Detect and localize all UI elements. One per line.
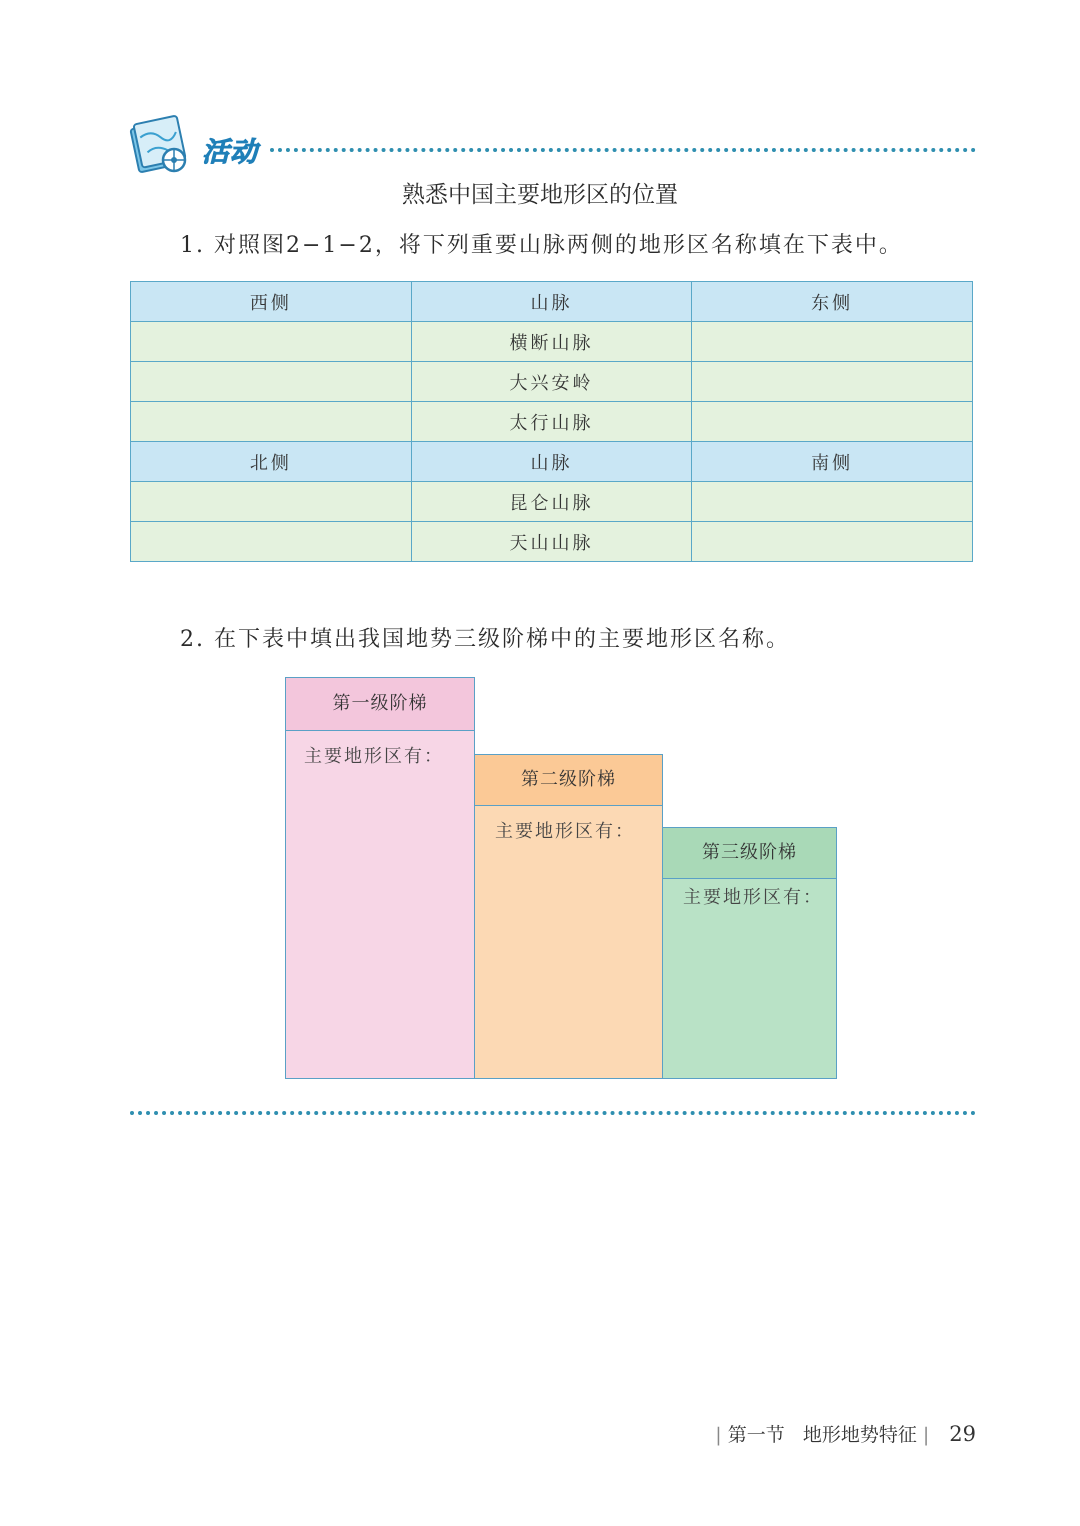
- activity-map-icon: [128, 114, 194, 178]
- header-west: 西侧: [131, 282, 412, 322]
- activity-title: 熟悉中国主要地形区的位置: [402, 182, 678, 208]
- step-title: 第二级阶梯: [475, 755, 662, 806]
- fill-cell: [131, 482, 412, 522]
- fill-cell: [692, 362, 973, 402]
- step-prompt: 主要地形区有：: [683, 887, 823, 908]
- fill-cell: [692, 522, 973, 562]
- mountain-cell: 昆仑山脉: [411, 482, 692, 522]
- page-footer: [709, 1420, 976, 1447]
- fill-cell: [692, 322, 973, 362]
- mountain-cell: 太行山脉: [411, 402, 692, 442]
- fill-cell: [131, 402, 412, 442]
- fill-cell: [692, 482, 973, 522]
- table-header-row: [131, 282, 973, 322]
- mountain-table: [130, 281, 973, 562]
- header-north: 北侧: [131, 442, 412, 482]
- activity-label: 活动: [202, 137, 258, 168]
- question-2: 2. 在下表中填出我国地势三级阶梯中的主要地形区名称。: [180, 627, 790, 652]
- table-row: [131, 402, 973, 442]
- step-prompt: 主要地形区有：: [495, 821, 635, 842]
- table-row: [131, 322, 973, 362]
- header-south: 南侧: [692, 442, 973, 482]
- page-number: 29: [949, 1422, 976, 1446]
- header-mountain: 山脉: [411, 282, 692, 322]
- mountain-cell: 横断山脉: [411, 322, 692, 362]
- header-mountain: 山脉: [411, 442, 692, 482]
- table-header-row: [131, 442, 973, 482]
- header-east: 东侧: [692, 282, 973, 322]
- step-first-level: [285, 677, 475, 1079]
- table-row: [131, 482, 973, 522]
- step-title: 第一级阶梯: [286, 678, 474, 731]
- table-row: [131, 522, 973, 562]
- fill-cell: [131, 322, 412, 362]
- step-second-level: [474, 754, 663, 1079]
- fill-cell: [692, 402, 973, 442]
- step-third-level: [662, 827, 837, 1079]
- fill-cell: [131, 522, 412, 562]
- table-row: [131, 362, 973, 402]
- footer-section: 第一节: [727, 1424, 785, 1446]
- footer-separator: |: [922, 1424, 930, 1446]
- question-1: 1. 对照图2−1−2，将下列重要山脉两侧的地形区名称填在下表中。: [180, 233, 903, 258]
- step-prompt: 主要地形区有：: [304, 746, 444, 767]
- footer-separator: |: [715, 1424, 722, 1446]
- mountain-cell: 大兴安岭: [411, 362, 692, 402]
- step-title: 第三级阶梯: [663, 828, 836, 879]
- mountain-cell: 天山山脉: [411, 522, 692, 562]
- bottom-dotted-divider: [130, 1111, 976, 1115]
- top-dotted-divider: [270, 148, 976, 152]
- footer-chapter: 地形地势特征: [802, 1424, 917, 1446]
- fill-cell: [131, 362, 412, 402]
